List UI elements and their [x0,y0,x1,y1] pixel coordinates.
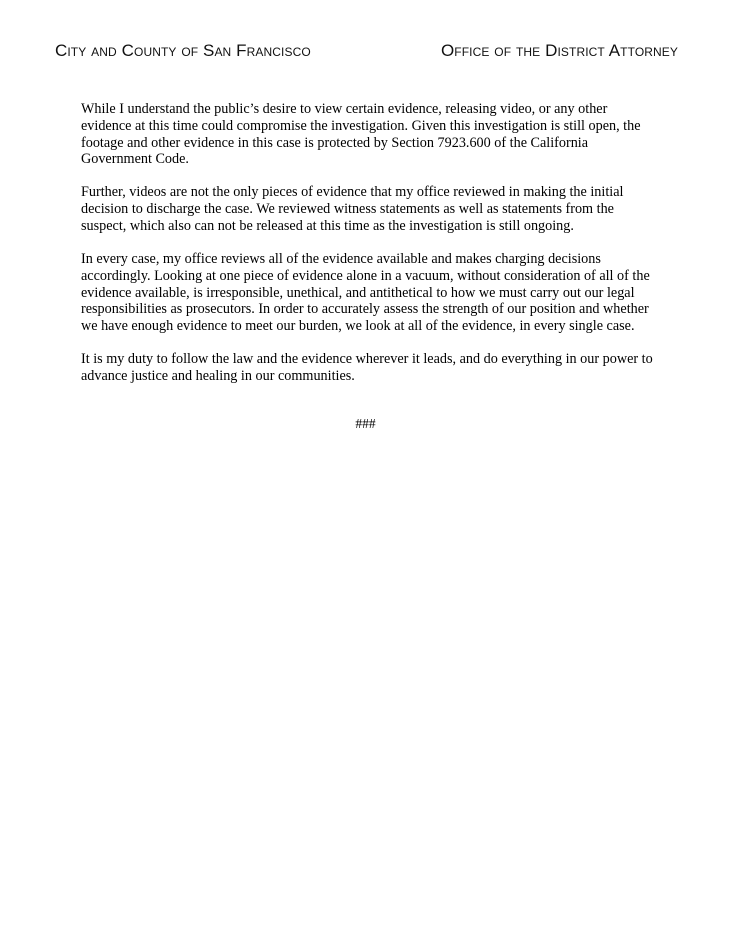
paragraph-duty: It is my duty to follow the law and the evidence wherever it leads, and do everything in our power to advance justice and healing in our communities. [81,351,653,384]
paragraph-every-case: In every case, my office reviews all of the evidence available and makes charging decisions accordingly. Looking at one piece of evidence alone in a vacuum, without consideration of all of the evidence available, is irresponsible, unethical, and antithetical to how we must carry out our legal responsibilities as prosecutors. In order to accurately assess the strength of our position and whether we have enough evidence to meet our burden, we look at all of the evidence, in every single case. [81,250,650,335]
header-city-county: City and County of San Francisco [55,41,311,60]
page-header [0,41,731,65]
paragraph-public-desire: While I understand the public’s desire to view certain evidence, releasing video, or any other evidence at this time could compromise the investigation. Given this investigation is still open, the footage and other evidence in this case is protected by Section 7923.600 of the California Government Code. [81,101,641,168]
paragraph-other-evidence: Further, videos are not the only pieces of evidence that my office reviewed in making the initial decision to discharge the case. We reviewed witness statements as well as statements from the suspect, which also can not be released at this time as the investigation is still ongoing. [81,184,624,234]
end-mark: ### [355,416,376,431]
header-office-name: Office of the District Attorney [440,41,678,60]
statement-body [81,101,659,401]
